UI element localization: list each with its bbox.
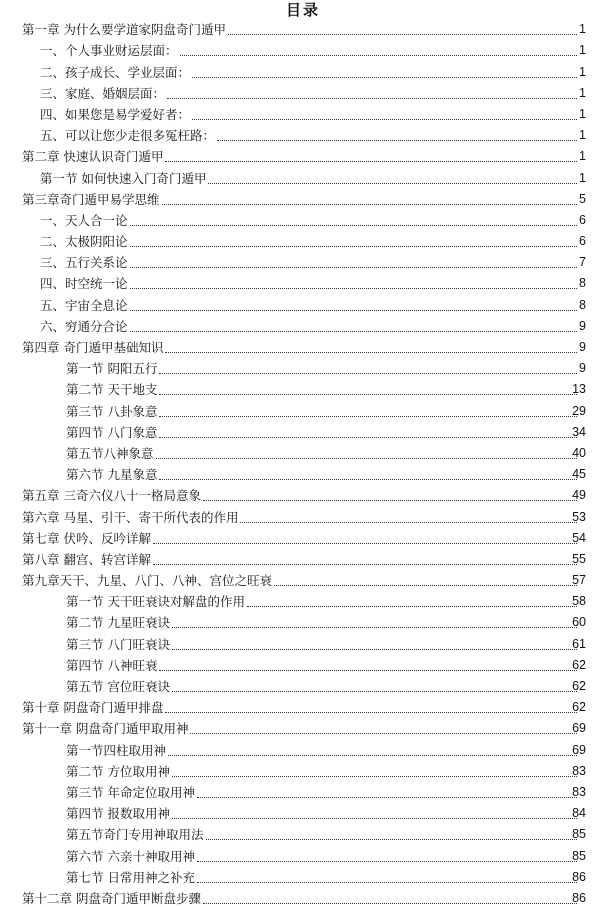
- toc-entry-title: 第一节 阴阳五行: [66, 361, 158, 377]
- toc-entry-page-number: 85: [572, 848, 586, 863]
- dot-leader: [192, 77, 577, 78]
- toc-entry-title: 四、时空统一论: [40, 276, 128, 292]
- dot-leader: [197, 797, 577, 798]
- toc-entry-title: 第四节 八神旺衰: [66, 657, 158, 673]
- toc-entry[interactable]: [0, 695, 606, 716]
- toc-entry-page-number: 9: [579, 318, 586, 333]
- toc-entry-title: 第一节 如何快速入门奇门遁甲: [40, 170, 207, 186]
- toc-entry-page-number: 7: [579, 255, 586, 270]
- dot-leader: [168, 755, 577, 756]
- toc-list: [0, 17, 606, 907]
- page-title: 目录: [285, 1, 320, 19]
- toc-entry[interactable]: [0, 801, 606, 822]
- dot-leader: [172, 776, 577, 777]
- toc-entry-page-number: 9: [579, 361, 586, 376]
- toc-entry-page-number: 49: [572, 488, 586, 503]
- dot-leader: [274, 585, 577, 586]
- dot-leader: [172, 818, 577, 819]
- toc-entry[interactable]: [0, 377, 606, 398]
- dot-leader: [130, 288, 577, 289]
- toc-entry-page-number: 69: [572, 721, 586, 736]
- toc-entry-page-number: 53: [572, 509, 586, 524]
- toc-entry[interactable]: [0, 886, 606, 907]
- toc-entry-page-number: 55: [572, 551, 586, 566]
- toc-entry-title: 二、太极阴阳论: [40, 234, 128, 250]
- dot-leader: [159, 416, 577, 417]
- toc-entry-title: 第七节 日常用神之补充: [66, 869, 195, 885]
- toc-entry[interactable]: [0, 102, 606, 123]
- dot-leader: [172, 649, 577, 650]
- toc-entry[interactable]: [0, 59, 606, 80]
- toc-entry[interactable]: [0, 441, 606, 462]
- toc-entry-title: 第三节 年命定位取用神: [66, 784, 195, 800]
- toc-entry-title: 第二节 方位取用神: [66, 763, 170, 779]
- dot-leader: [203, 903, 577, 904]
- toc-entry[interactable]: [0, 38, 606, 59]
- toc-entry-title: 第二节 九星旺衰诀: [66, 615, 170, 631]
- toc-entry[interactable]: [0, 271, 606, 292]
- dot-leader: [130, 246, 577, 247]
- toc-entry-page-number: 1: [579, 149, 586, 164]
- toc-entry-title: 第三节 八门旺衰诀: [66, 636, 170, 652]
- toc-entry[interactable]: [0, 483, 606, 504]
- dot-leader: [165, 352, 577, 353]
- toc-entry[interactable]: [0, 653, 606, 674]
- dot-leader: [159, 394, 577, 395]
- toc-entry[interactable]: [0, 780, 606, 801]
- dot-leader: [156, 458, 577, 459]
- toc-entry-title: 第五章 三奇六仪八十一格局意象: [22, 488, 201, 504]
- toc-entry-page-number: 9: [579, 340, 586, 354]
- toc-entry-page-number: 8: [579, 297, 586, 312]
- toc-entry-title: 第六章 马星、引干、寄干所代表的作用: [22, 509, 239, 525]
- toc-entry-page-number: 62: [572, 700, 586, 715]
- toc-entry[interactable]: [0, 843, 606, 864]
- toc-entry[interactable]: [0, 420, 606, 441]
- toc-entry-page-number: 86: [572, 890, 586, 905]
- toc-entry[interactable]: [0, 292, 606, 313]
- toc-entry-title: 第一章 为什么要学道家阴盘奇门遁甲: [22, 22, 226, 38]
- toc-entry-title: 第三章奇门遁甲易学思维: [22, 191, 160, 207]
- toc-entry[interactable]: [0, 462, 606, 483]
- toc-entry-page-number: 29: [572, 403, 586, 418]
- toc-entry-title: 第五节 宫位旺衰诀: [66, 679, 170, 694]
- toc-entry-page-number: 1: [579, 22, 586, 37]
- toc-entry-title: 第七章 伏吟、反吟详解: [22, 530, 151, 546]
- toc-entry-page-number: 83: [572, 763, 586, 778]
- toc-entry-title: 第三节 八卦象意: [66, 403, 158, 419]
- dot-leader: [240, 522, 577, 523]
- dot-leader: [228, 34, 577, 35]
- toc-entry[interactable]: [0, 229, 606, 250]
- toc-entry[interactable]: [0, 547, 606, 568]
- dot-leader: [165, 712, 577, 713]
- toc-entry[interactable]: [0, 81, 606, 102]
- toc-entry-page-number: 58: [572, 594, 586, 609]
- toc-entry-title: 第一节四柱取用神: [66, 742, 167, 758]
- toc-entry-title: 第四节 八门象意: [66, 424, 158, 440]
- toc-entry[interactable]: [0, 631, 606, 652]
- dot-leader: [153, 543, 577, 544]
- toc-entry-title: 第二节 天干地支: [66, 382, 158, 398]
- toc-entry-title: 四、如果您是易学爱好者：: [40, 106, 191, 122]
- toc-entry-page-number: 60: [572, 615, 586, 630]
- toc-entry[interactable]: [0, 250, 606, 271]
- dot-leader: [165, 161, 577, 162]
- toc-entry-page-number: 40: [572, 445, 586, 460]
- toc-entry-title: 一、天人合一论: [40, 212, 128, 228]
- dot-leader: [217, 140, 577, 141]
- toc-entry-page-number: 57: [572, 573, 586, 588]
- toc-entry-page-number: 86: [572, 869, 586, 884]
- toc-entry-title: 第四节 报数取用神: [66, 806, 170, 822]
- dot-leader: [159, 670, 577, 671]
- toc-entry-page-number: 1: [579, 106, 586, 121]
- toc-entry[interactable]: [0, 314, 606, 335]
- toc-entry[interactable]: [0, 589, 606, 610]
- dot-leader: [197, 882, 577, 883]
- toc-entry-page-number: 54: [572, 530, 586, 545]
- toc-entry[interactable]: [0, 356, 606, 377]
- toc-entry[interactable]: [0, 398, 606, 419]
- dot-leader: [153, 564, 577, 565]
- toc-entry-page-number: 62: [572, 657, 586, 672]
- dot-leader: [159, 437, 577, 438]
- toc-entry[interactable]: [0, 865, 606, 886]
- dot-leader: [197, 861, 577, 862]
- toc-entry-page-number: 85: [572, 827, 586, 842]
- dot-leader: [192, 119, 577, 120]
- toc-entry[interactable]: [0, 610, 606, 631]
- dot-leader: [130, 267, 577, 268]
- toc-entry-page-number: 6: [579, 234, 586, 249]
- dot-leader: [159, 479, 577, 480]
- toc-entry[interactable]: [0, 208, 606, 229]
- toc-entry-page-number: 1: [579, 128, 586, 143]
- toc-entry-title: 第一节 天干旺衰诀对解盘的作用: [66, 594, 245, 610]
- toc-entry[interactable]: [0, 716, 606, 737]
- toc-entry[interactable]: [0, 822, 606, 843]
- toc-entry-title: 第六节 九星象意: [66, 467, 158, 483]
- toc-entry-title: 第十二章 阴盘奇门遁甲断盘步骤: [22, 890, 201, 906]
- toc-entry-title: 三、家庭、婚姻层面：: [40, 85, 166, 101]
- toc-entry-page-number: 84: [572, 806, 586, 821]
- toc-entry-title: 第九章天干、九星、八门、八神、宫位之旺衰: [22, 573, 273, 589]
- dot-leader: [190, 733, 577, 734]
- toc-entry-title: 第五节八神象意: [66, 445, 154, 461]
- toc-entry-page-number: 83: [572, 784, 586, 799]
- dot-leader: [130, 331, 577, 332]
- toc-entry[interactable]: [0, 526, 606, 547]
- toc-entry-page-number: 62: [572, 679, 586, 693]
- toc-entry-page-number: 45: [572, 467, 586, 482]
- toc-entry-title: 一、个人事业财运层面：: [40, 43, 178, 59]
- toc-entry-title: 五、可以让您少走很多冤枉路：: [40, 128, 216, 144]
- toc-entry-page-number: 1: [579, 85, 586, 100]
- dot-leader: [130, 225, 577, 226]
- toc-entry[interactable]: [0, 335, 606, 356]
- dot-leader: [162, 204, 577, 205]
- toc-entry[interactable]: [0, 737, 606, 758]
- toc-entry[interactable]: [0, 123, 606, 144]
- toc-entry-page-number: 1: [579, 170, 586, 185]
- toc-entry[interactable]: [0, 144, 606, 165]
- dot-leader: [167, 98, 577, 99]
- dot-leader: [203, 500, 577, 501]
- toc-entry[interactable]: [0, 568, 606, 589]
- toc-entry-page-number: 6: [579, 212, 586, 227]
- dot-leader: [208, 183, 577, 184]
- toc-entry-page-number: 1: [579, 64, 586, 79]
- toc-entry-page-number: 1: [579, 43, 586, 58]
- toc-entry-page-number: 13: [572, 382, 586, 397]
- toc-entry-page-number: 8: [579, 276, 586, 291]
- dot-leader: [206, 839, 577, 840]
- toc-entry-title: 五、宇宙全息论: [40, 297, 128, 313]
- toc-entry-title: 第六节 六亲十神取用神: [66, 848, 195, 864]
- dot-leader: [172, 627, 577, 628]
- toc-entry[interactable]: [0, 17, 606, 38]
- dot-leader: [130, 310, 577, 311]
- toc-entry[interactable]: [0, 674, 606, 695]
- toc-entry-title: 第二章 快速认识奇门遁甲: [22, 149, 164, 165]
- toc-entry-title: 第十章 阴盘奇门遁甲排盘: [22, 700, 164, 716]
- toc-entry-title: 三、五行关系论: [40, 255, 128, 271]
- dot-leader: [172, 691, 577, 692]
- dot-leader: [247, 606, 577, 607]
- toc-entry-page-number: 34: [572, 424, 586, 439]
- toc-entry[interactable]: [0, 165, 606, 186]
- toc-entry-page-number: 69: [572, 742, 586, 757]
- toc-entry-title: 第五节奇门专用神取用法: [66, 827, 204, 843]
- toc-entry-title: 六、穷通分合论: [40, 318, 128, 334]
- toc-entry-title: 二、孩子成长、学业层面：: [40, 64, 191, 80]
- dot-leader: [159, 373, 577, 374]
- toc-entry-title: 第八章 翻宫、转宫详解: [22, 551, 151, 567]
- dot-leader: [180, 55, 577, 56]
- toc-entry-page-number: 61: [572, 636, 586, 651]
- toc-entry-title: 第十一章 阴盘奇门遁甲取用神: [22, 721, 189, 737]
- toc-entry[interactable]: [0, 759, 606, 780]
- toc-entry[interactable]: [0, 187, 606, 208]
- toc-entry-page-number: 5: [579, 191, 586, 206]
- toc-entry[interactable]: [0, 504, 606, 525]
- toc-entry-title: 第四章 奇门遁甲基础知识: [22, 340, 164, 355]
